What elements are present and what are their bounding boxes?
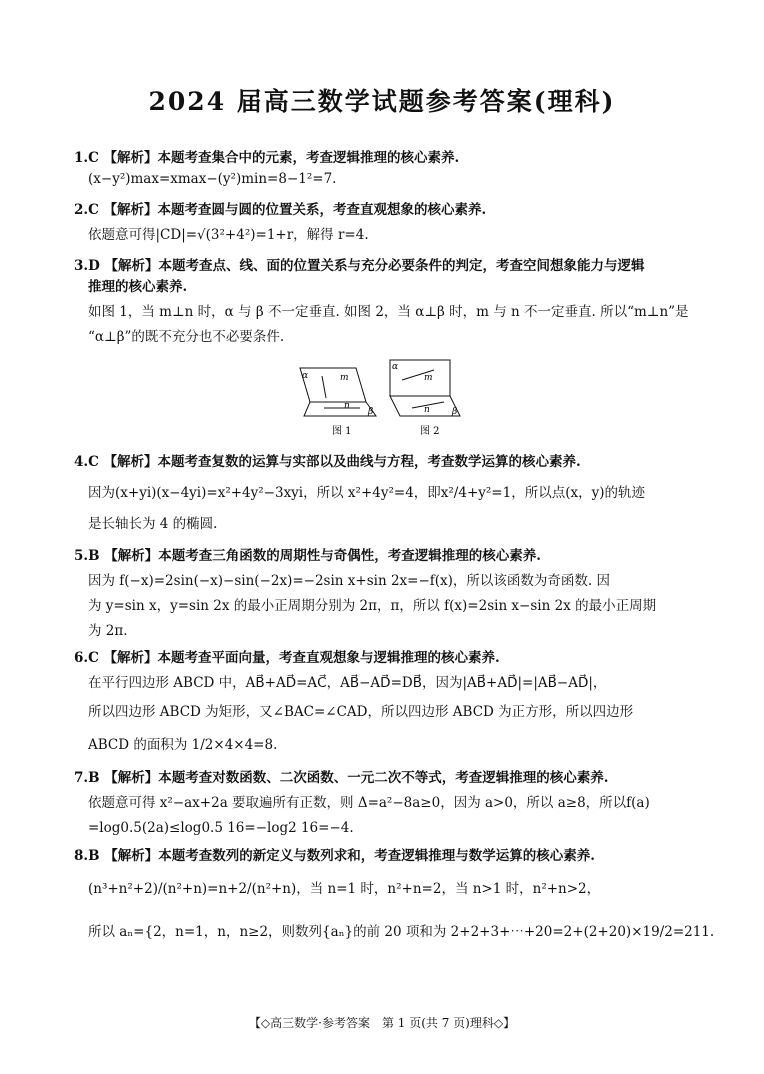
answer-3-heading-cont: 推理的核心素养. <box>88 279 188 295</box>
answer-6-line-2: 所以四边形 ABCD 为矩形，又∠BAC=∠CAD，所以四边形 ABCD 为正方形，所以四边形 <box>88 704 634 720</box>
answer-6-heading: 6.C 【解析】本题考查平面向量，考查直观想象与逻辑推理的核心素养. <box>74 650 500 666</box>
answer-7-heading: 7.B 【解析】本题考查对数函数、二次函数、一元二次不等式，考查逻辑推理的核心素养. <box>74 770 609 786</box>
answer-3-line-1: 如图 1，当 m⊥n 时，α 与 β 不一定垂直. 如图 2，当 α⊥β 时，m 与 n 不一定垂直. 所以“m⊥n”是 <box>88 304 689 320</box>
answer-6 <box>74 648 694 756</box>
answer-2 <box>74 200 694 246</box>
answer-8-line-1: (n³+n²+2)/(n²+n)=n+2/(n²+n)，当 n=1 时，n²+n=2，当 n>1 时，n²+n>2， <box>88 881 601 897</box>
fig2-caption: 图 2 <box>420 426 440 437</box>
fig2-label-beta: β <box>452 407 458 417</box>
fig1-plane-alpha <box>300 368 366 402</box>
answer-2-heading: 2.C 【解析】本题考查圆与圆的位置关系，考查直观想象的核心素养. <box>74 202 487 218</box>
answer-6-line-1: 在平行四边形 ABCD 中，AB⃗+AD⃗=AC⃗，AB⃗−AD⃗=DB⃗，因为|AB⃗+AD⃗|=|AB⃗−AD⃗|， <box>88 675 607 691</box>
fig1-plane-beta <box>304 402 376 416</box>
answer-3-heading: 3.D 【解析】本题考查点、线、面的位置关系与充分必要条件的判定，考查空间想象能力与逻辑 <box>74 258 645 274</box>
answer-7-line-2: =log0.5(2a)≤log0.5 16=−log2 16=−4. <box>88 820 354 836</box>
answer-1-heading: 1.C 【解析】本题考查集合中的元素，考查逻辑推理的核心素养. <box>74 150 460 166</box>
page-title: 2024 届高三数学试题参考答案(理科) <box>148 87 616 116</box>
fig1-caption: 图 1 <box>332 426 352 437</box>
answer-8-heading: 8.B 【解析】本题考查数列的新定义与数列求和，考查逻辑推理与数学运算的核心素养. <box>74 848 595 864</box>
fig1-label-alpha: α <box>302 371 309 381</box>
answer-5-heading: 5.B 【解析】本题考查三角函数的周期性与奇偶性，考查逻辑推理的核心素养. <box>74 548 541 564</box>
fig2-label-n: n <box>424 405 430 415</box>
fig2-plane-alpha <box>390 360 450 396</box>
fig1-label-m: m <box>340 373 349 383</box>
fig1-line-m <box>322 376 326 398</box>
answer-1-line-1: (x−y²)max=xmax−(y²)min=8−1²=7. <box>88 171 337 187</box>
fig2-label-m: m <box>424 373 433 383</box>
answer-4-line-2: 是长轴长为 4 的椭圆. <box>88 516 218 532</box>
answer-1 <box>74 148 694 190</box>
answer-7 <box>74 768 694 839</box>
answer-3 <box>74 256 694 348</box>
figure-planes-diagram <box>294 358 474 438</box>
fig1-label-n: n <box>344 401 350 411</box>
figures <box>294 358 474 442</box>
answer-7-line-1: 依题意可得 x²−ax+2a 要取遍所有正数，则 Δ=a²−8a≥0，因为 a>0，所以 a≥8，所以f(a) <box>88 795 650 811</box>
answer-4-line-1: 因为(x+yi)(x−4yi)=x²+4y²−3xyi，所以 x²+4y²=4，即x²/4+y²=1，所以点(x，y)的轨迹 <box>88 485 645 501</box>
answer-8-line-2: 所以 aₙ={2，n=1，n，n≥2，则数列{aₙ}的前 20 项和为 2+2+3+⋯+20=2+(2+20)×19/2=211. <box>88 924 715 940</box>
answer-4 <box>74 452 694 535</box>
answer-3-line-2: “α⊥β”的既不充分也不必要条件. <box>88 329 285 345</box>
fig1-label-beta: β <box>368 407 374 417</box>
answer-4-heading: 4.C 【解析】本题考查复数的运算与实部以及曲线与方程，考查数学运算的核心素养. <box>74 454 581 470</box>
answer-6-line-3: ABCD 的面积为 1/2×4×4=8. <box>88 737 278 753</box>
answer-2-line-1: 依题意可得|CD|=√(3²+4²)=1+r，解得 r=4. <box>88 227 369 243</box>
answer-5-line-3: 为 2π. <box>88 623 128 639</box>
answer-5-line-1: 因为 f(−x)=2sin(−x)−sin(−2x)=−2sin x+sin 2x=−f(x)，所以该函数为奇函数. 因 <box>88 573 610 589</box>
fig2-label-alpha: α <box>392 362 399 372</box>
answer-5-line-2: 为 y=sin x，y=sin 2x 的最小正周期分别为 2π，π，所以 f(x)=2sin x−sin 2x 的最小正周期 <box>88 598 657 614</box>
answer-8 <box>74 846 715 943</box>
answer-5 <box>74 546 694 642</box>
page-footer: 【◇高三数学·参考答案 第 1 页(共 7 页)理科◇】 <box>248 1016 516 1030</box>
